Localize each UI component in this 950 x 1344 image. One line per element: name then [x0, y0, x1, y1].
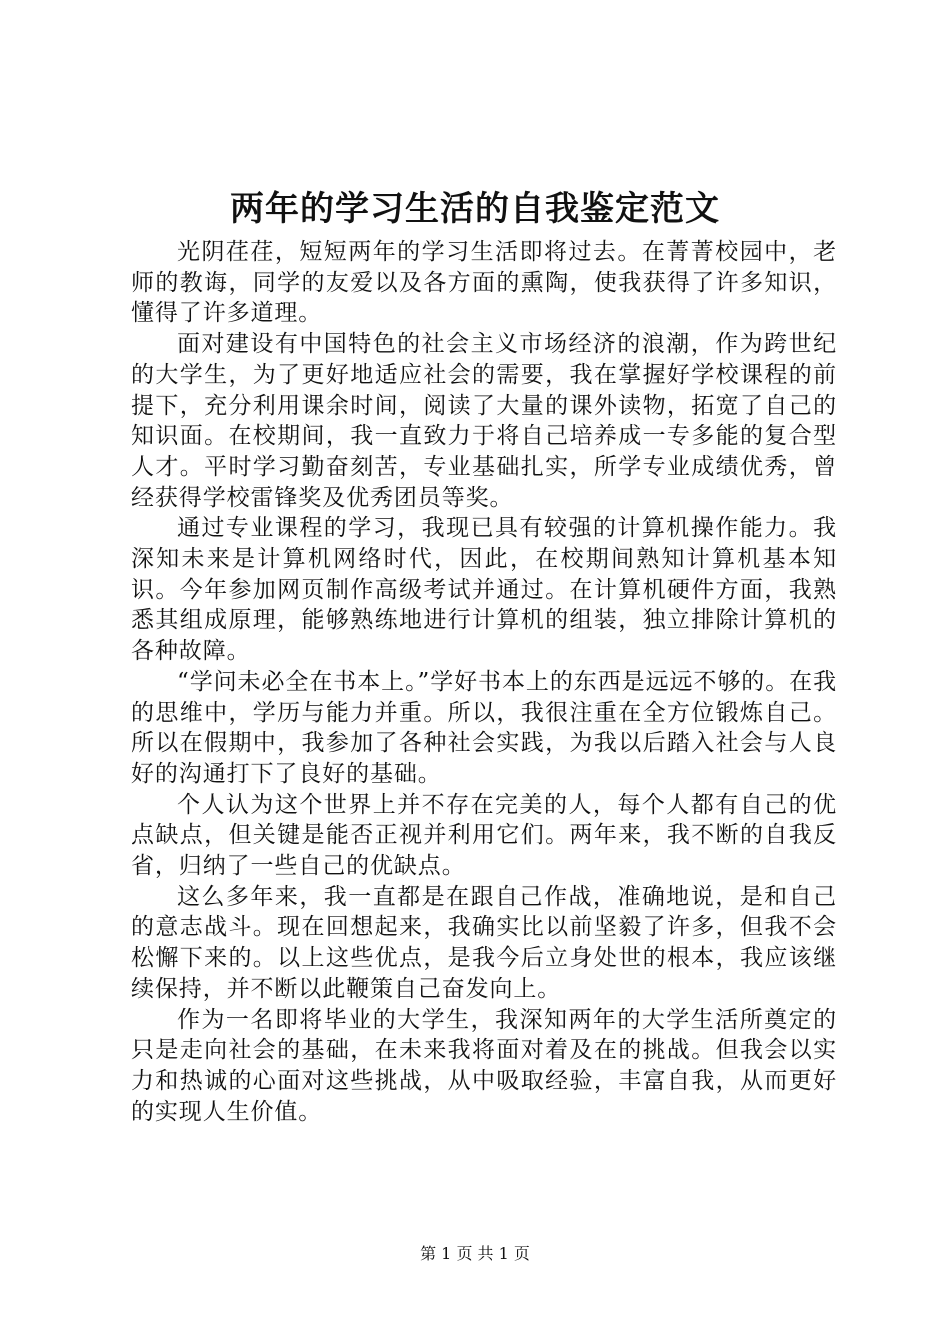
paragraph-4: “学问未必全在书本上。”学好书本上的东西是远远不够的。在我的思维中，学历与能力并重。所以，我很注重在全方位锻炼自己。所以在假期中，我参加了各种社会实践，为我以后踏入社会与人良好的沟通打下了良好的基础。	[131, 668, 837, 787]
paragraph-3: 通过专业课程的学习，我现已具有较强的计算机操作能力。我深知未来是计算机网络时代，因此，在校期间熟知计算机基本知识。今年参加网页制作高级考试并通过。在计算机硬件方面，我熟悉其组成原理，能够熟练地进行计算机的组装，独立排除计算机的各种故障。	[131, 515, 837, 665]
page-number-footer: 第 1 页 共 1 页	[420, 1244, 530, 1263]
paragraph-6: 这么多年来，我一直都是在跟自己作战，准确地说，是和自己的意志战斗。现在回想起来，我确实比以前坚毅了许多，但我不会松懈下来的。以上这些优点，是我今后立身处世的根本，我应该继续保持，并不断以此鞭策自己奋发向上。	[131, 883, 837, 1002]
paragraph-5: 个人认为这个世界上并不存在完美的人，每个人都有自己的优点缺点，但关键是能否正视并利用它们。两年来，我不断的自我反省，归纳了一些自己的优缺点。	[131, 791, 837, 880]
paragraph-7: 作为一名即将毕业的大学生，我深知两年的大学生活所奠定的只是走向社会的基础，在未来我将面对着及在的挑战。但我会以实力和热诚的心面对这些挑战，从中吸取经验，丰富自我，从而更好的实现人生价值。	[131, 1006, 837, 1125]
document-title: 两年的学习生活的自我鉴定范文	[230, 189, 720, 229]
document-body	[131, 237, 837, 1127]
paragraph-1: 光阴荏荏，短短两年的学习生活即将过去。在菁菁校园中，老师的教诲，同学的友爱以及各方面的熏陶，使我获得了许多知识，懂得了许多道理。	[131, 239, 837, 327]
paragraph-2: 面对建设有中国特色的社会主义市场经济的浪潮，作为跨世纪的大学生，为了更好地适应社会的需要，我在掌握好学校课程的前提下，充分利用课余时间，阅读了大量的课外读物，拓宽了自己的知识面。在校期间，我一直致力于将自己培养成一专多能的复合型人才。平时学习勤奋刻苦，专业基础扎实，所学专业成绩优秀，曾经获得学校雷锋奖及优秀团员等奖。	[131, 331, 837, 511]
